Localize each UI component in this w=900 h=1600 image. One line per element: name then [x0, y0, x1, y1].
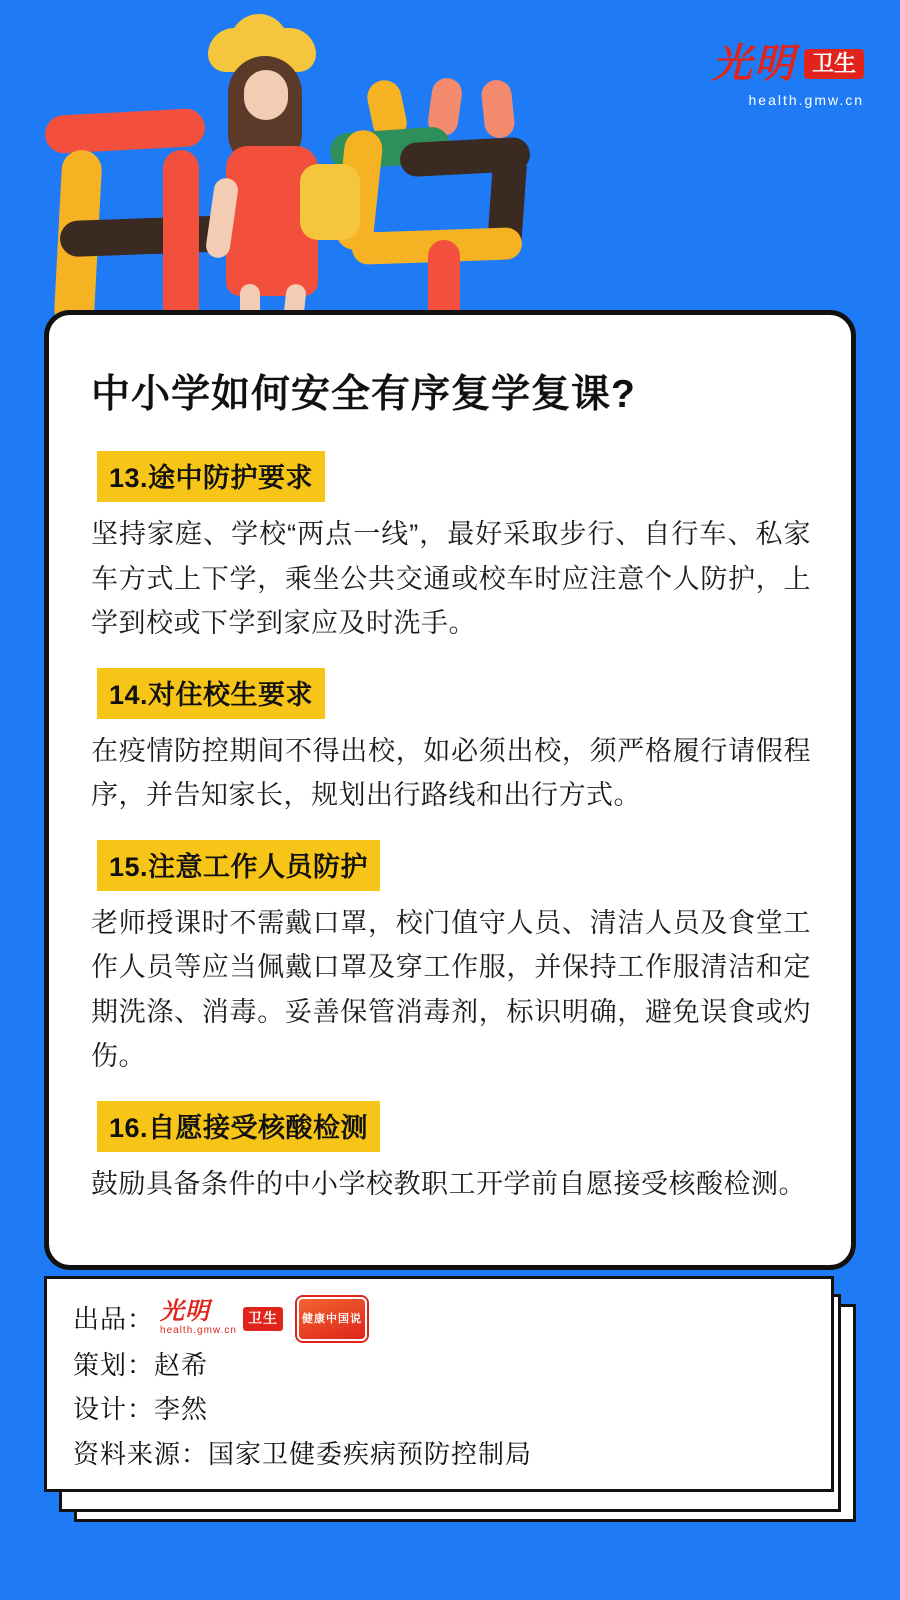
footer-source-label: 资料来源：: [73, 1438, 209, 1469]
footer-producer-label: 出品：: [73, 1303, 155, 1334]
section-14-body: 在疫情防控期间不得出校，如必须出校，须严格履行请假程序，并告知家长，规划出行路线和出行方式。: [91, 735, 811, 811]
section-15: [83, 826, 817, 1079]
footer-brand-wordmark: 光明: [160, 1296, 211, 1326]
footer-brand-badge: 卫生: [243, 1307, 283, 1331]
section-13: [83, 437, 817, 646]
backpack-icon: [300, 164, 360, 240]
footer-brand-url: health.gmw.cn: [160, 1325, 237, 1337]
footer-card-front: [44, 1276, 834, 1492]
footer-planner-value: 赵希: [154, 1350, 209, 1380]
footer-source-value: 国家卫健委疾病预防控制局: [208, 1438, 533, 1469]
student-illustration: [200, 28, 390, 348]
footer-designer-label: 设计：: [73, 1394, 155, 1425]
content-card: [44, 310, 856, 1270]
footer-row-producer: [73, 1297, 805, 1341]
section-16-heading: 16.自愿接受核酸检测: [97, 1101, 380, 1152]
footer-designer-value: 李然: [154, 1394, 209, 1425]
section-16: [83, 1087, 817, 1207]
brand-url: health.gmw.cn: [748, 92, 864, 108]
brand-logo-row: [614, 40, 864, 87]
decor-stroke-orange-2: [480, 79, 516, 140]
section-15-body: 老师授课时不需戴口罩，校门值守人员、清洁人员及食堂工作人员等应当佩戴口罩及穿工作服，并保持工作服清洁和定期洗涤、消毒。妥善保管消毒剂，标识明确，避免误食或灼伤。: [91, 907, 811, 1072]
section-16-body: 鼓励具备条件的中小学校教职工开学前自愿接受核酸检测。: [91, 1168, 806, 1199]
section-14-heading: 14.对住校生要求: [97, 668, 325, 719]
decor-stroke-red-1: [44, 108, 206, 154]
brand-badge: 卫生: [804, 49, 864, 78]
footer-producer-logo: [160, 1296, 283, 1339]
footer-row-source: [73, 1434, 805, 1474]
decor-stroke-red-2: [163, 150, 199, 325]
footer-partner-badge: 健康中国说: [297, 1297, 367, 1341]
footer-row-designer: [73, 1389, 805, 1429]
footer-row-planner: [73, 1345, 805, 1385]
section-14: [83, 654, 817, 818]
section-15-heading: 15.注意工作人员防护: [97, 840, 380, 891]
footer-credits: [44, 1276, 856, 1536]
face-shape: [244, 70, 288, 120]
section-13-heading: 13.途中防护要求: [97, 451, 325, 502]
brand-wordmark: 光明: [711, 40, 796, 87]
footer-producer-logo-column: [160, 1296, 237, 1339]
page-title: 中小学如何安全有序复学复课?: [91, 373, 636, 416]
footer-planner-label: 策划：: [73, 1350, 155, 1380]
section-13-body: 坚持家庭、学校“两点一线”，最好采取步行、自行车、私家车方式上下学，乘坐公共交通或校车时应注意个人防护，上学到校或下学到家应及时洗手。: [91, 519, 811, 639]
brand-logo: [614, 40, 864, 108]
